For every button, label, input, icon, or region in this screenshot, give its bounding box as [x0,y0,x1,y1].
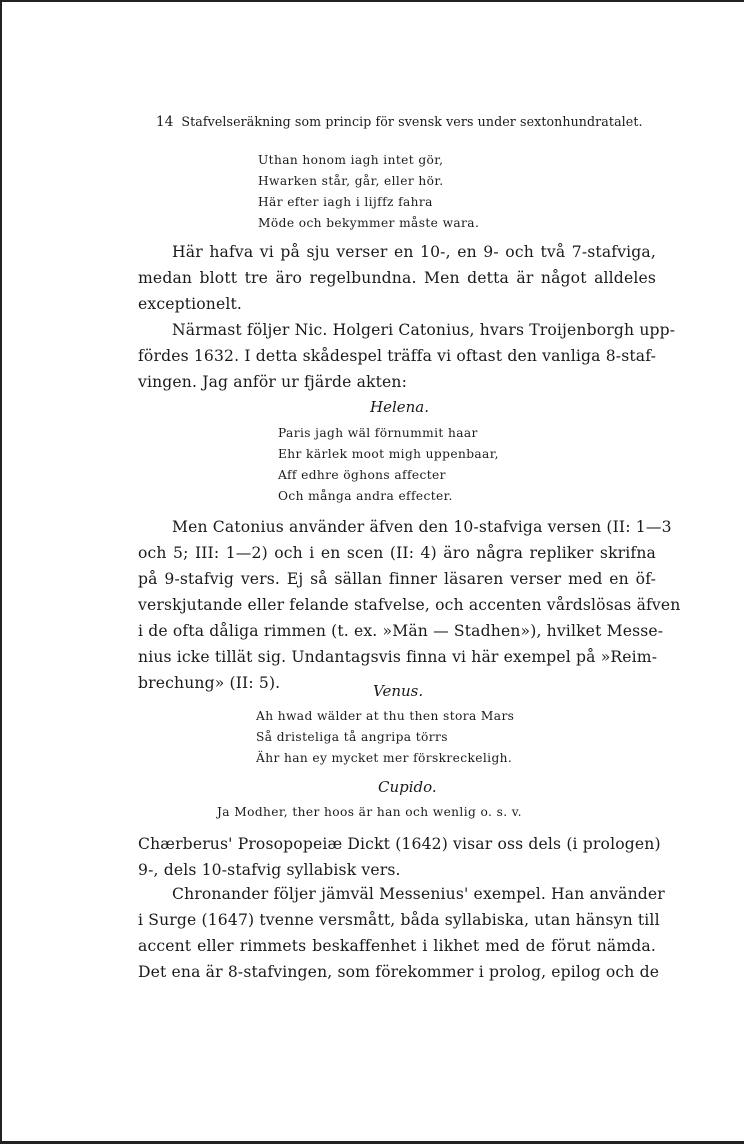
paragraph-line: verskjutande eller felande stafvelse, och accenten vårdslösas äfven [138,596,681,614]
verse-line: Möde och bekymmer måste wara. [258,216,480,230]
page-border-left [0,0,2,1144]
paragraph-3 [138,514,681,696]
paragraph-line: på 9-stafvig vers. Ej så sällan finner läsaren verser med en öf- [138,570,656,588]
verse-line: Ähr han ey mycket mer förskreckeligh. [256,751,513,765]
running-header [156,114,656,130]
paragraph-4 [138,831,661,883]
verse-quote-1 [258,150,479,234]
paragraph-line: och 5; III: 1—2) och i en scen (II: 4) äro några repliker skrifna [138,544,656,562]
verse-line: Och många andra effecter. [278,489,453,503]
verse-line: Här efter iagh i lijffz fahra [258,195,433,209]
verse-quote-4 [217,802,522,823]
verse-quote-3 [256,706,514,769]
paragraph-line: exceptionelt. [138,295,243,313]
verse-quote-2 [278,423,499,507]
speaker-venus: Venus. [373,682,424,700]
verse-line: Ja Modher, ther hoos är han och wenlig o. s. v. [217,805,522,819]
speaker-cupido: Cupido. [378,778,437,796]
paragraph-line: 9-, dels 10-stafvig syllabisk vers. [138,861,401,879]
verse-line: Så dristeliga tå angripa törrs [256,730,448,744]
page-border-top [0,0,744,2]
speaker-helena: Helena. [370,398,430,416]
verse-line: Paris jagh wäl förnummit haar [278,426,478,440]
running-title: Stafvelseräkning som princip för svensk vers under sextonhundratalet. [181,114,643,129]
verse-line: Ehr kärlek moot migh uppenbaar, [278,447,499,461]
paragraph-line: Chærberus' Prosopopeiæ Dickt (1642) visar oss dels (i prologen) [138,835,661,853]
paragraph-line: vingen. Jag anför ur fjärde akten: [138,373,408,391]
verse-line: Aff edhre öghons affecter [278,468,446,482]
paragraph-line: accent eller rimmets beskaffenhet i likhet med de förut nämda. [138,937,656,955]
paragraph-line: i Surge (1647) tvenne versmått, båda syllabiska, utan hänsyn till [138,911,660,929]
paragraph-line: nius icke tillät sig. Undantagsvis finna vi här exempel på »Reim- [138,648,658,666]
paragraph-line: fördes 1632. I detta skådespel träffa vi oftast den vanliga 8-staf- [138,347,656,365]
paragraph-5 [138,881,665,985]
paragraph-line: Här hafva vi på sju verser en 10-, en 9- och två 7-stafviga, [172,243,656,261]
paragraph-line: Det ena är 8-stafvingen, som förekommer i prolog, epilog och de [138,963,660,981]
verse-line: Ah hwad wälder at thu then stora Mars [256,709,515,723]
page-number: 14 [156,114,174,130]
paragraph-line: Närmast följer Nic. Holgeri Catonius, hvars Troijenborgh upp- [172,321,676,339]
paragraph-line: brechung» (II: 5). [138,674,281,692]
paragraph-line: Chronander följer jämväl Messenius' exempel. Han använder [172,885,665,903]
paragraph-line: i de ofta dåliga rimmen (t. ex. »Män — Stadhen»), hvilket Messe- [138,622,664,640]
paragraph-2 [138,317,676,395]
paragraph-line: medan blott tre äro regelbundna. Men detta är något alldeles [138,269,656,287]
verse-line: Hwarken står, går, eller hör. [258,174,444,188]
paragraph-1 [138,239,656,317]
verse-line: Uthan honom iagh intet gör, [258,153,444,167]
paragraph-line: Men Catonius använder äfven den 10-stafviga versen (II: 1—3 [172,518,672,536]
